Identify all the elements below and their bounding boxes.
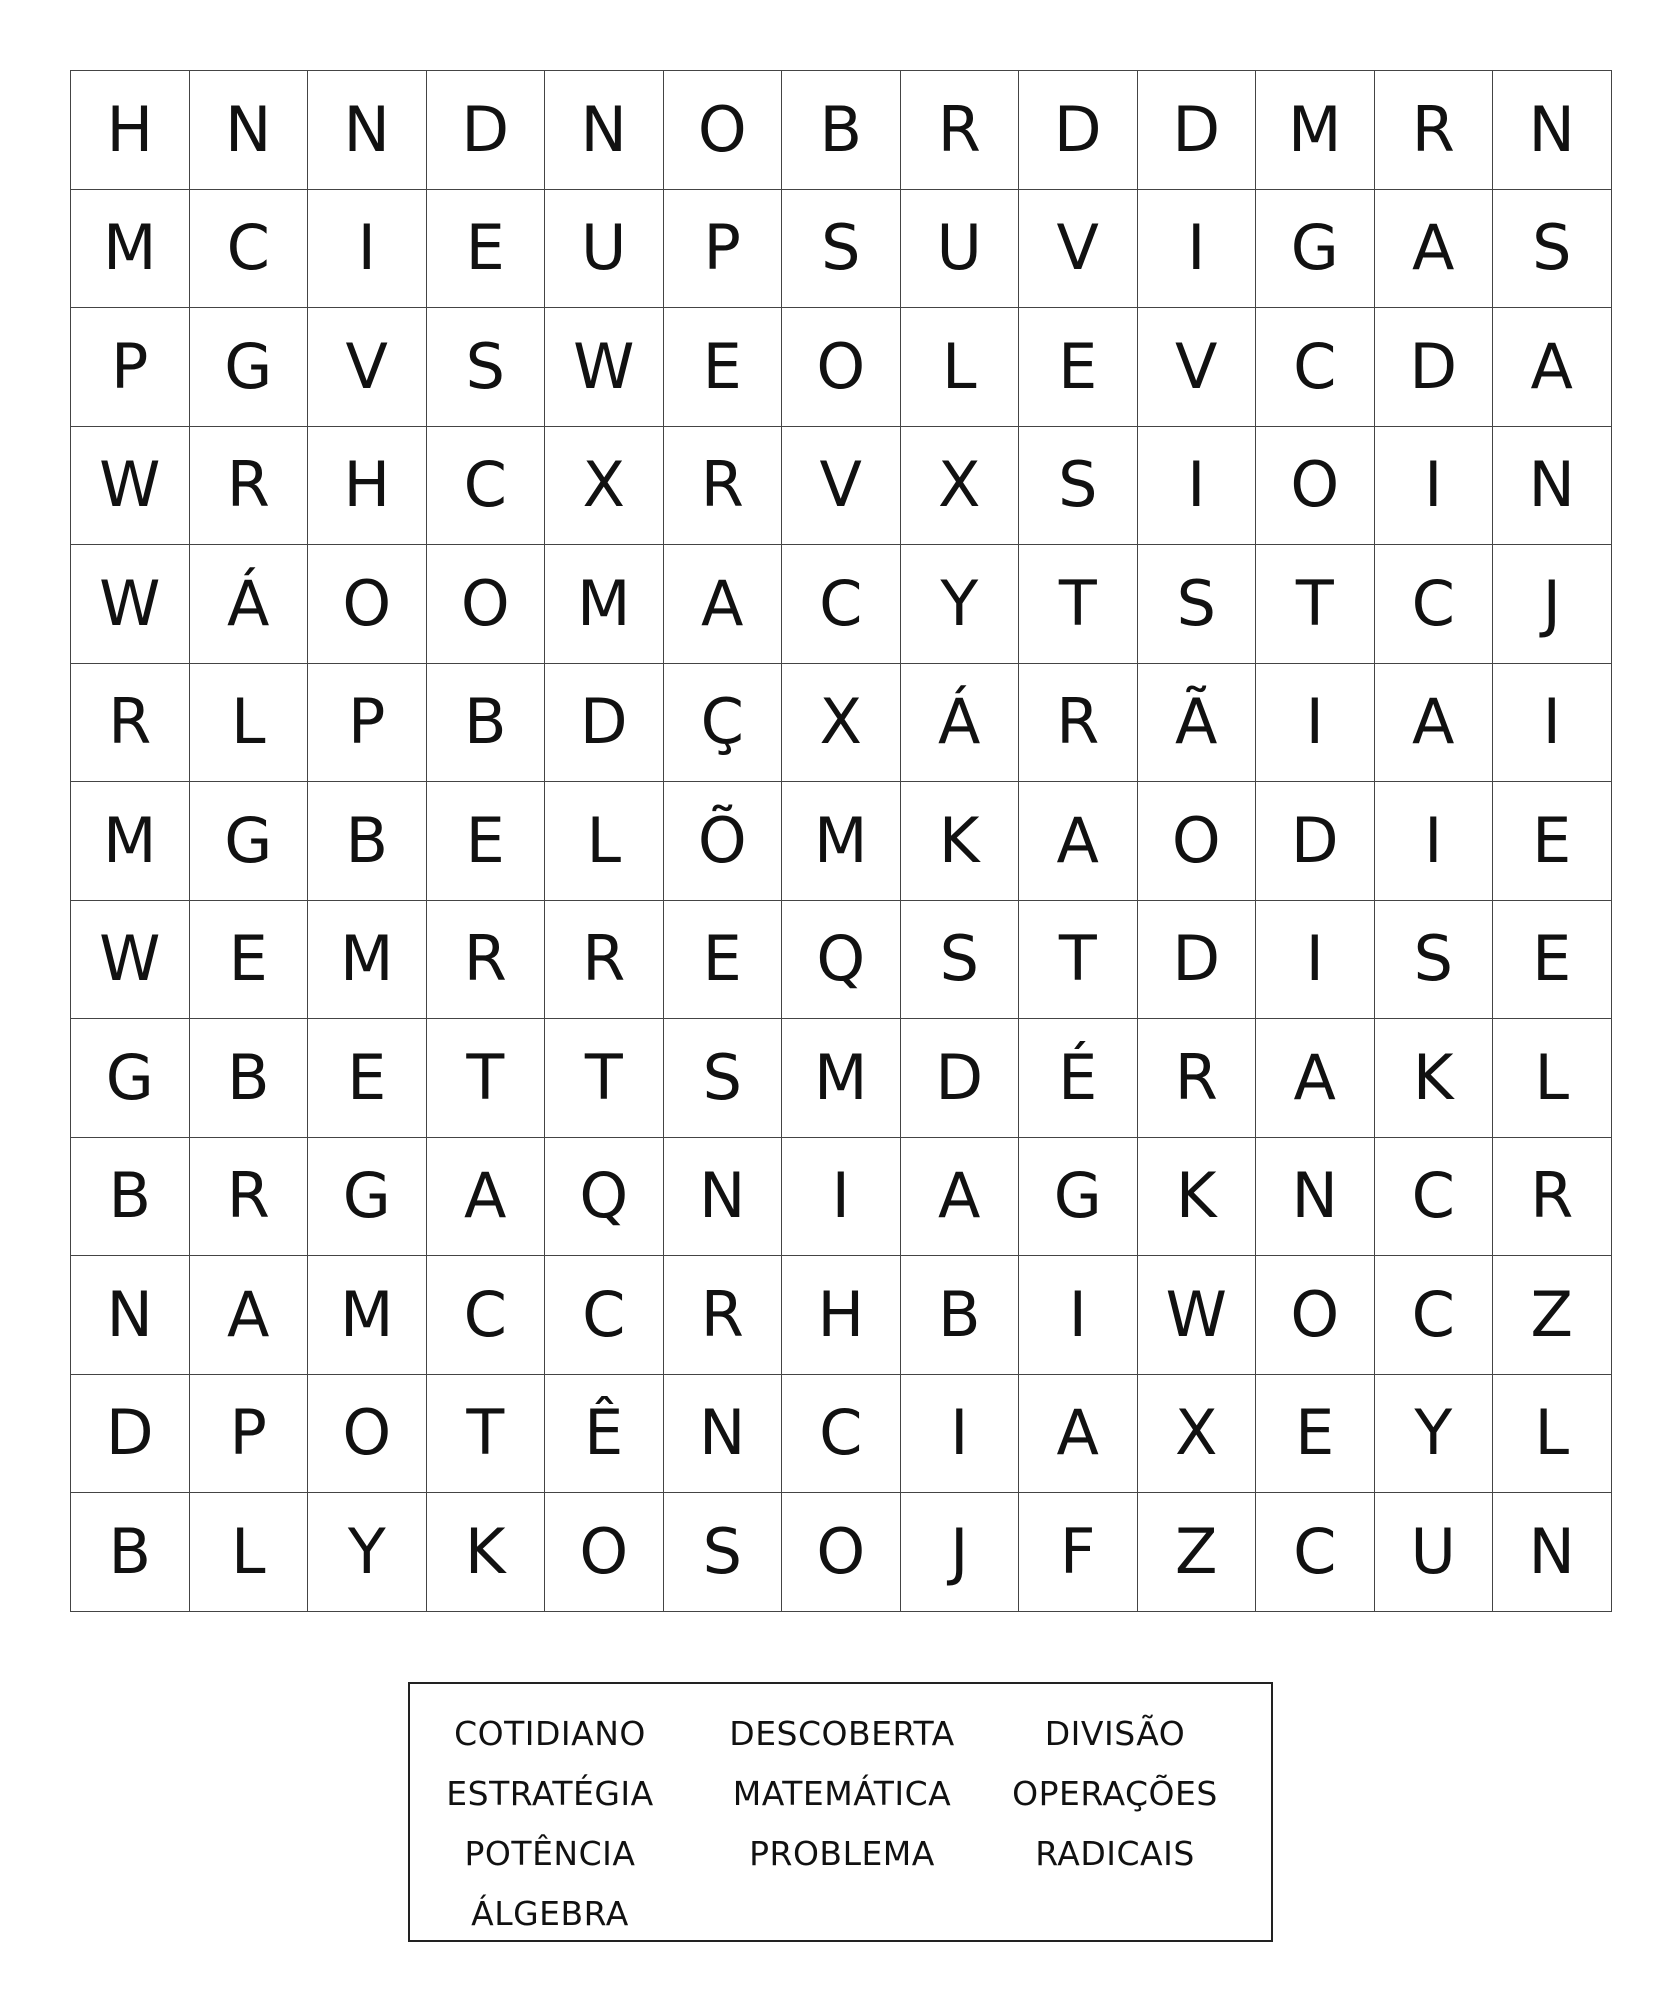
grid-cell[interactable]: X: [1138, 1375, 1257, 1494]
grid-cell[interactable]: A: [427, 1138, 546, 1257]
word-list-item: ÁLGEBRA: [471, 1894, 629, 1933]
grid-cell[interactable]: N: [545, 71, 664, 190]
grid-cell[interactable]: C: [190, 190, 309, 309]
grid-cell[interactable]: G: [1019, 1138, 1138, 1257]
grid-cell[interactable]: W: [545, 308, 664, 427]
grid-cell[interactable]: T: [1019, 901, 1138, 1020]
grid-cell[interactable]: R: [1493, 1138, 1612, 1257]
grid-cell[interactable]: T: [545, 1019, 664, 1138]
grid-cell[interactable]: C: [1256, 308, 1375, 427]
grid-cell[interactable]: A: [664, 545, 783, 664]
grid-cell[interactable]: M: [71, 190, 190, 309]
grid-cell[interactable]: V: [782, 427, 901, 546]
grid-cell[interactable]: N: [71, 1256, 190, 1375]
grid-cell[interactable]: W: [71, 427, 190, 546]
grid-cell[interactable]: I: [1375, 427, 1494, 546]
grid-cell[interactable]: N: [664, 1375, 783, 1494]
word-list-item: DESCOBERTA: [729, 1714, 955, 1753]
grid-cell[interactable]: M: [308, 901, 427, 1020]
grid-cell[interactable]: O: [1138, 782, 1257, 901]
grid-cell[interactable]: E: [664, 901, 783, 1020]
grid-cell[interactable]: Z: [1493, 1256, 1612, 1375]
grid-cell[interactable]: D: [427, 71, 546, 190]
grid-cell[interactable]: G: [1256, 190, 1375, 309]
grid-cell[interactable]: R: [71, 664, 190, 783]
grid-cell[interactable]: D: [901, 1019, 1020, 1138]
grid-cell[interactable]: K: [427, 1493, 546, 1612]
grid-cell[interactable]: E: [664, 308, 783, 427]
grid-cell[interactable]: E: [427, 782, 546, 901]
grid-cell[interactable]: E: [1256, 1375, 1375, 1494]
grid-cell[interactable]: M: [71, 782, 190, 901]
grid-cell[interactable]: A: [1493, 308, 1612, 427]
word-list-item: RADICAIS: [1035, 1834, 1195, 1873]
grid-cell[interactable]: N: [664, 1138, 783, 1257]
grid-cell[interactable]: O: [1256, 1256, 1375, 1375]
word-list-item: ESTRATÉGIA: [446, 1774, 654, 1813]
grid-cell[interactable]: T: [427, 1375, 546, 1494]
grid-cell[interactable]: V: [1138, 308, 1257, 427]
grid-cell[interactable]: Õ: [664, 782, 783, 901]
grid-cell[interactable]: S: [1138, 545, 1257, 664]
grid-cell[interactable]: K: [1375, 1019, 1494, 1138]
grid-cell[interactable]: U: [1375, 1493, 1494, 1612]
grid-cell[interactable]: M: [1256, 71, 1375, 190]
word-list-item: POTÊNCIA: [464, 1834, 636, 1873]
grid-cell[interactable]: O: [1256, 427, 1375, 546]
grid-cell[interactable]: U: [545, 190, 664, 309]
grid-cell[interactable]: N: [190, 71, 309, 190]
grid-cell[interactable]: D: [1375, 308, 1494, 427]
grid-cell[interactable]: K: [1138, 1138, 1257, 1257]
grid-cell[interactable]: E: [427, 190, 546, 309]
grid-cell[interactable]: É: [1019, 1019, 1138, 1138]
word-list-item: PROBLEMA: [749, 1834, 935, 1873]
word-list-item: OPERAÇÕES: [1012, 1774, 1218, 1813]
grid-cell[interactable]: R: [901, 71, 1020, 190]
grid-cell[interactable]: Q: [782, 901, 901, 1020]
word-list-item: COTIDIANO: [454, 1714, 646, 1753]
word-list-box: [408, 1682, 1273, 1942]
grid-cell[interactable]: S: [1493, 190, 1612, 309]
grid-cell[interactable]: M: [782, 1019, 901, 1138]
grid-cell[interactable]: J: [1493, 545, 1612, 664]
grid-cell[interactable]: F: [1019, 1493, 1138, 1612]
grid-cell[interactable]: C: [1375, 1138, 1494, 1257]
grid-cell[interactable]: E: [1493, 782, 1612, 901]
grid-cell[interactable]: L: [1493, 1375, 1612, 1494]
grid-cell[interactable]: I: [1138, 427, 1257, 546]
grid-cell[interactable]: D: [1019, 71, 1138, 190]
grid-cell[interactable]: A: [1375, 190, 1494, 309]
grid-cell[interactable]: I: [782, 1138, 901, 1257]
grid-cell[interactable]: C: [782, 545, 901, 664]
grid-cell[interactable]: D: [1138, 71, 1257, 190]
grid-cell[interactable]: T: [427, 1019, 546, 1138]
grid-cell[interactable]: O: [664, 71, 783, 190]
grid-cell[interactable]: O: [782, 1493, 901, 1612]
grid-cell[interactable]: R: [1138, 1019, 1257, 1138]
grid-cell[interactable]: G: [190, 308, 309, 427]
grid-cell[interactable]: H: [308, 427, 427, 546]
grid-cell[interactable]: A: [1019, 782, 1138, 901]
grid-cell[interactable]: M: [308, 1256, 427, 1375]
grid-cell[interactable]: S: [901, 901, 1020, 1020]
grid-cell[interactable]: J: [901, 1493, 1020, 1612]
grid-cell[interactable]: Á: [190, 545, 309, 664]
grid-cell[interactable]: L: [190, 1493, 309, 1612]
grid-cell[interactable]: Z: [1138, 1493, 1257, 1612]
grid-cell[interactable]: V: [308, 308, 427, 427]
grid-cell[interactable]: Q: [545, 1138, 664, 1257]
grid-cell[interactable]: I: [901, 1375, 1020, 1494]
grid-cell[interactable]: I: [1019, 1256, 1138, 1375]
grid-cell[interactable]: W: [71, 545, 190, 664]
grid-cell[interactable]: B: [427, 664, 546, 783]
grid-cell[interactable]: N: [1493, 427, 1612, 546]
grid-cell[interactable]: O: [308, 545, 427, 664]
grid-cell[interactable]: A: [1256, 1019, 1375, 1138]
grid-cell[interactable]: G: [71, 1019, 190, 1138]
grid-cell[interactable]: S: [427, 308, 546, 427]
grid-cell[interactable]: E: [190, 901, 309, 1020]
grid-cell[interactable]: D: [71, 1375, 190, 1494]
grid-cell[interactable]: R: [190, 1138, 309, 1257]
grid-cell[interactable]: N: [1493, 1493, 1612, 1612]
grid-cell[interactable]: G: [308, 1138, 427, 1257]
grid-cell[interactable]: T: [1019, 545, 1138, 664]
grid-cell[interactable]: Ã: [1138, 664, 1257, 783]
grid-cell[interactable]: N: [1256, 1138, 1375, 1257]
word-list-column: [420, 1704, 680, 1944]
grid-cell[interactable]: C: [782, 1375, 901, 1494]
grid-cell[interactable]: P: [308, 664, 427, 783]
grid-cell[interactable]: G: [190, 782, 309, 901]
grid-cell[interactable]: W: [71, 901, 190, 1020]
grid-cell[interactable]: L: [1493, 1019, 1612, 1138]
grid-cell[interactable]: A: [1375, 664, 1494, 783]
grid-cell[interactable]: C: [1375, 545, 1494, 664]
grid-cell[interactable]: L: [545, 782, 664, 901]
grid-cell[interactable]: B: [71, 1138, 190, 1257]
grid-cell[interactable]: D: [1138, 901, 1257, 1020]
grid-cell[interactable]: S: [664, 1019, 783, 1138]
grid-cell[interactable]: X: [545, 427, 664, 546]
grid-cell[interactable]: B: [782, 71, 901, 190]
grid-cell[interactable]: B: [71, 1493, 190, 1612]
grid-cell[interactable]: I: [1256, 664, 1375, 783]
grid-cell[interactable]: B: [308, 782, 427, 901]
grid-cell[interactable]: P: [190, 1375, 309, 1494]
grid-cell[interactable]: S: [664, 1493, 783, 1612]
grid-cell[interactable]: H: [71, 71, 190, 190]
word-list-column: [985, 1704, 1245, 1884]
grid-cell[interactable]: I: [1493, 664, 1612, 783]
grid-cell[interactable]: P: [71, 308, 190, 427]
grid-cell[interactable]: I: [1138, 190, 1257, 309]
grid-cell[interactable]: Ê: [545, 1375, 664, 1494]
grid-cell[interactable]: Á: [901, 664, 1020, 783]
grid-cell[interactable]: C: [1375, 1256, 1494, 1375]
grid-cell[interactable]: R: [1375, 71, 1494, 190]
grid-cell[interactable]: O: [427, 545, 546, 664]
grid-cell[interactable]: K: [901, 782, 1020, 901]
grid-cell[interactable]: L: [190, 664, 309, 783]
grid-cell[interactable]: W: [1138, 1256, 1257, 1375]
grid-cell[interactable]: R: [1019, 664, 1138, 783]
grid-cell[interactable]: P: [664, 190, 783, 309]
grid-cell[interactable]: M: [545, 545, 664, 664]
grid-cell[interactable]: R: [427, 901, 546, 1020]
grid-cell[interactable]: Y: [1375, 1375, 1494, 1494]
grid-cell[interactable]: N: [1493, 71, 1612, 190]
grid-cell[interactable]: Y: [308, 1493, 427, 1612]
word-list-column: [712, 1704, 972, 1884]
grid-cell[interactable]: U: [901, 190, 1020, 309]
grid-cell[interactable]: C: [427, 427, 546, 546]
grid-cell[interactable]: O: [308, 1375, 427, 1494]
grid-cell[interactable]: I: [308, 190, 427, 309]
grid-cell[interactable]: A: [190, 1256, 309, 1375]
grid-cell[interactable]: Ç: [664, 664, 783, 783]
word-list-item: MATEMÁTICA: [732, 1774, 952, 1813]
grid-cell[interactable]: V: [1019, 190, 1138, 309]
grid-cell[interactable]: R: [545, 901, 664, 1020]
grid-cell[interactable]: E: [1493, 901, 1612, 1020]
grid-cell[interactable]: O: [782, 308, 901, 427]
word-list-item: DIVISÃO: [1044, 1714, 1186, 1753]
grid-cell[interactable]: R: [664, 427, 783, 546]
grid-cell[interactable]: E: [1019, 308, 1138, 427]
grid-cell[interactable]: N: [308, 71, 427, 190]
grid-cell[interactable]: S: [1019, 427, 1138, 546]
grid-cell[interactable]: X: [782, 664, 901, 783]
grid-cell[interactable]: D: [545, 664, 664, 783]
grid-cell[interactable]: I: [1256, 901, 1375, 1020]
grid-cell[interactable]: I: [1375, 782, 1494, 901]
word-search-grid: [70, 70, 1612, 1612]
grid-cell[interactable]: R: [664, 1256, 783, 1375]
grid-cell[interactable]: M: [782, 782, 901, 901]
grid-cell[interactable]: C: [1256, 1493, 1375, 1612]
grid-cell[interactable]: O: [545, 1493, 664, 1612]
grid-cell[interactable]: T: [1256, 545, 1375, 664]
grid-cell[interactable]: S: [1375, 901, 1494, 1020]
grid-cell[interactable]: H: [782, 1256, 901, 1375]
grid-cell[interactable]: S: [782, 190, 901, 309]
grid-cell[interactable]: A: [1019, 1375, 1138, 1494]
grid-cell[interactable]: B: [190, 1019, 309, 1138]
grid-cell[interactable]: Y: [901, 545, 1020, 664]
grid-cell[interactable]: A: [901, 1138, 1020, 1257]
grid-cell[interactable]: B: [901, 1256, 1020, 1375]
grid-cell[interactable]: C: [427, 1256, 546, 1375]
grid-cell[interactable]: X: [901, 427, 1020, 546]
grid-cell[interactable]: C: [545, 1256, 664, 1375]
grid-cell[interactable]: L: [901, 308, 1020, 427]
grid-cell[interactable]: E: [308, 1019, 427, 1138]
grid-cell[interactable]: R: [190, 427, 309, 546]
grid-cell[interactable]: D: [1256, 782, 1375, 901]
